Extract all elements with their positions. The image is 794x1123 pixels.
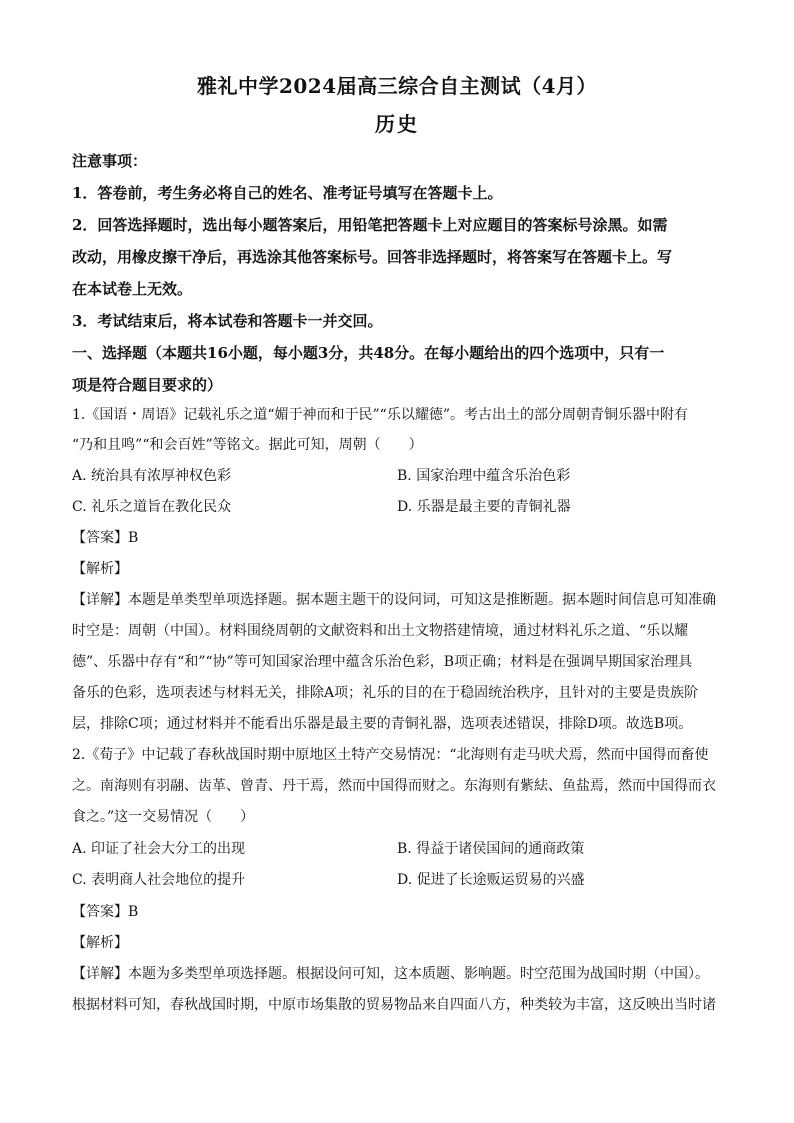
notice-line: 改动，用橡皮擦干净后，再选涂其他答案标号。回答非选择题时，将答案写在答题卡上。写	[72, 248, 673, 266]
subject-title: 历史	[375, 112, 419, 136]
notice-line: 在本试卷上无效。	[72, 280, 193, 298]
question-2-stem: 2.《荀子》中记载了春秋战国时期中原地区土特产交易情况：“北海则有走马吠犬焉，然而中国得而畜使	[72, 747, 709, 763]
question-2-stem: 食之。”这一交易情况（ ）	[72, 809, 255, 825]
question-2-option-d: D. 促进了长途贩运贸易的兴盛	[397, 872, 585, 888]
question-1-analysis-label: 【解析】	[72, 561, 128, 577]
question-2-option-c: C. 表明商人社会地位的提升	[72, 872, 246, 888]
section-heading: 一、选择题（本题共16小题，每小题3分，共48分。在每小题给出的四个选项中，只有一	[72, 344, 665, 362]
question-1-stem: 1.《国语・周语》记载礼乐之道“媚于神而和于民”“乐以耀德”。考古出土的部分周朝青铜乐器中附有	[72, 407, 688, 423]
notice-heading: 注意事项：	[72, 152, 148, 170]
question-1-option-b: B. 国家治理中蕴含乐治色彩	[397, 468, 571, 484]
section-heading: 项是符合题目要求的）	[72, 376, 223, 394]
question-1-detail: 德”、乐器中存有“和”“协”等可知国家治理中蕴含乐治色彩，B项正确；材料是在强调早期国家治理具	[72, 654, 693, 670]
question-2-detail: 根据材料可知，春秋战国时期，中原市场集散的贸易物品来自四面八方，种类较为丰富，这反映出当时诸	[72, 997, 716, 1013]
question-1-detail: 层，排除C项；通过材料并不能看出乐器是最主要的青铜礼器，选项表述错误，排除D项。故选B项。	[72, 716, 693, 732]
question-2-option-a: A. 印证了社会大分工的出现	[72, 841, 246, 857]
question-1-option-a: A. 统治具有浓厚神权色彩	[72, 468, 232, 484]
exam-title: 雅礼中学2024届高三综合自主测试（4月）	[196, 74, 598, 98]
question-1-detail: 【详解】本题是单类型单项选择题。据本题主题干的设问词，可知这是推断题。据本题时间信息可知准确	[72, 592, 716, 608]
question-2-answer: 【答案】B	[72, 904, 139, 920]
question-2-option-b: B. 得益于诸侯国间的通商政策	[397, 841, 585, 857]
question-1-option-c: C. 礼乐之道旨在教化民众	[72, 499, 232, 515]
question-2-stem: 之。南海则有羽翮、齿革、曾青、丹干焉，然而中国得而财之。东海则有紫紶、鱼盐焉，然而中国得而衣	[72, 778, 716, 794]
question-2-analysis-label: 【解析】	[72, 935, 128, 951]
question-1-answer: 【答案】B	[72, 530, 139, 546]
notice-line: 2．回答选择题时，选出每小题答案后，用铅笔把答题卡上对应题目的答案标号涂黑。如需	[72, 216, 668, 234]
question-2-detail: 【详解】本题为多类型单项选择题。根据设问可知，这本质题、影响题。时空范围为战国时期（中国）。	[72, 966, 709, 982]
question-1-detail: 时空是：周朝（中国）。材料围绕周朝的文献资料和出土文物搭建情境，通过材料礼乐之道、“乐以耀	[72, 623, 689, 639]
notice-line: 1．答卷前，考生务必将自己的姓名、准考证号填写在答题卡上。	[72, 184, 503, 202]
question-1-stem: “乃和且鸣”“和会百姓”等铭文。据此可知，周朝（ ）	[72, 437, 423, 453]
question-1-option-d: D. 乐器是最主要的青铜礼器	[397, 499, 571, 515]
notice-line: 3．考试结束后，将本试卷和答题卡一并交回。	[72, 312, 383, 330]
question-1-detail: 备乐的色彩，选项表述与材料无关，排除A项；礼乐的目的在于稳固统治秩序，且针对的主要是贵族阶	[72, 685, 699, 701]
